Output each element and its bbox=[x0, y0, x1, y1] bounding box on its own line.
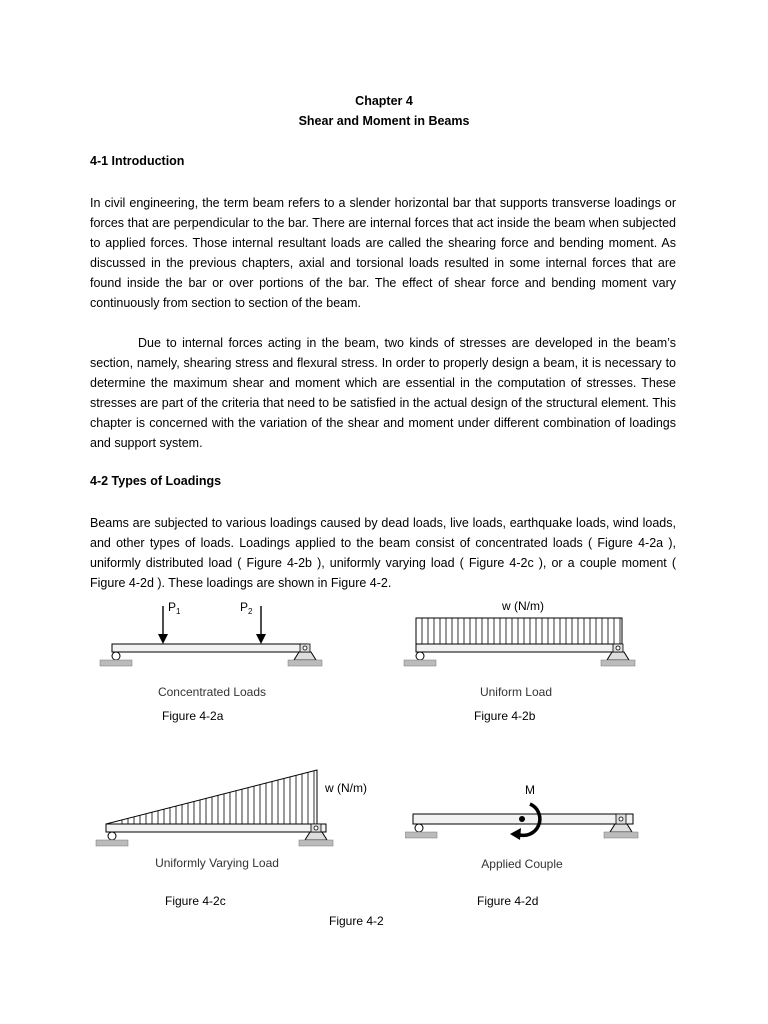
figure-4-2c-label: Figure 4-2c bbox=[165, 894, 226, 908]
figure-4-2-label: Figure 4-2 bbox=[329, 914, 384, 928]
intro-paragraph-1: In civil engineering, the term beam refers to a slender horizontal bar that supports transverse loadings or forces that are perpendicular to the bar. There are internal forces that act inside the beam when subjected to applied forces. Those internal resultant loads are called the shearing force and bending moment. As discussed in the previous chapters, axial and torsional loads resulted in some internal forces that are found inside the bar or over portions of the bar. The effect of shear force and bending moment vary continuously from section to section of the beam. bbox=[90, 196, 676, 310]
figure-d-caption: Applied Couple bbox=[481, 857, 563, 871]
figure-4-2b-label: Figure 4-2b bbox=[474, 709, 536, 723]
figure-applied-couple bbox=[405, 780, 655, 880]
figure-4-2a-label: Figure 4-2a bbox=[162, 709, 224, 723]
intro-paragraph-2: Due to internal forces acting in the beam, two kinds of stresses are developed in the beam’s section, namely, shearing stress and flexural stress. In order to properly design a beam, it is necessary to determine the maximum shear and moment which are essential in the computation of stresses. These stresses are part of the criteria that need to be satisfied in the actual design of the structural element. This chapter is concerned with the variation of the shear and moment under different combination of loadings and support system. bbox=[90, 336, 676, 450]
figure-concentrated-loads bbox=[92, 598, 332, 706]
section-heading-loadings: 4-2 Types of Loadings bbox=[90, 474, 222, 488]
figure-uniformly-varying-load bbox=[92, 768, 392, 878]
figure-c-caption: Uniformly Varying Load bbox=[155, 856, 279, 870]
couple-moment-label: M bbox=[525, 783, 535, 797]
figure-a-caption: Concentrated Loads bbox=[157, 685, 267, 699]
load-p2-label: $P_2$ bbox=[240, 600, 253, 616]
figure-b-caption: Uniform Load bbox=[479, 685, 553, 699]
varying-load-label: w (N/m) bbox=[325, 781, 367, 795]
load-p1-label: $P_1$ bbox=[168, 600, 181, 616]
loadings-paragraph: Beams are subjected to various loadings caused by dead loads, live loads, earthquake loads, wind loads, and other types of loads. Loadings applied to the beam consist of concentrated loads ( Figure 4-2a ), uniformly distributed load ( Figure 4-2b ), uniformly varying load ( Figure 4-2c ), or a couple moment ( Figure 4-2d ). These loadings are shown in Figure 4-2. bbox=[90, 516, 676, 590]
chapter-title: Shear and Moment in Beams bbox=[298, 114, 470, 128]
uniform-load-label: w (N/m) bbox=[502, 599, 544, 613]
section-heading-introduction: 4-1 Introduction bbox=[90, 154, 185, 168]
figure-uniform-load bbox=[398, 598, 648, 706]
chapter-number: Chapter 4 bbox=[355, 94, 413, 108]
figure-4-2d-label: Figure 4-2d bbox=[477, 894, 539, 908]
